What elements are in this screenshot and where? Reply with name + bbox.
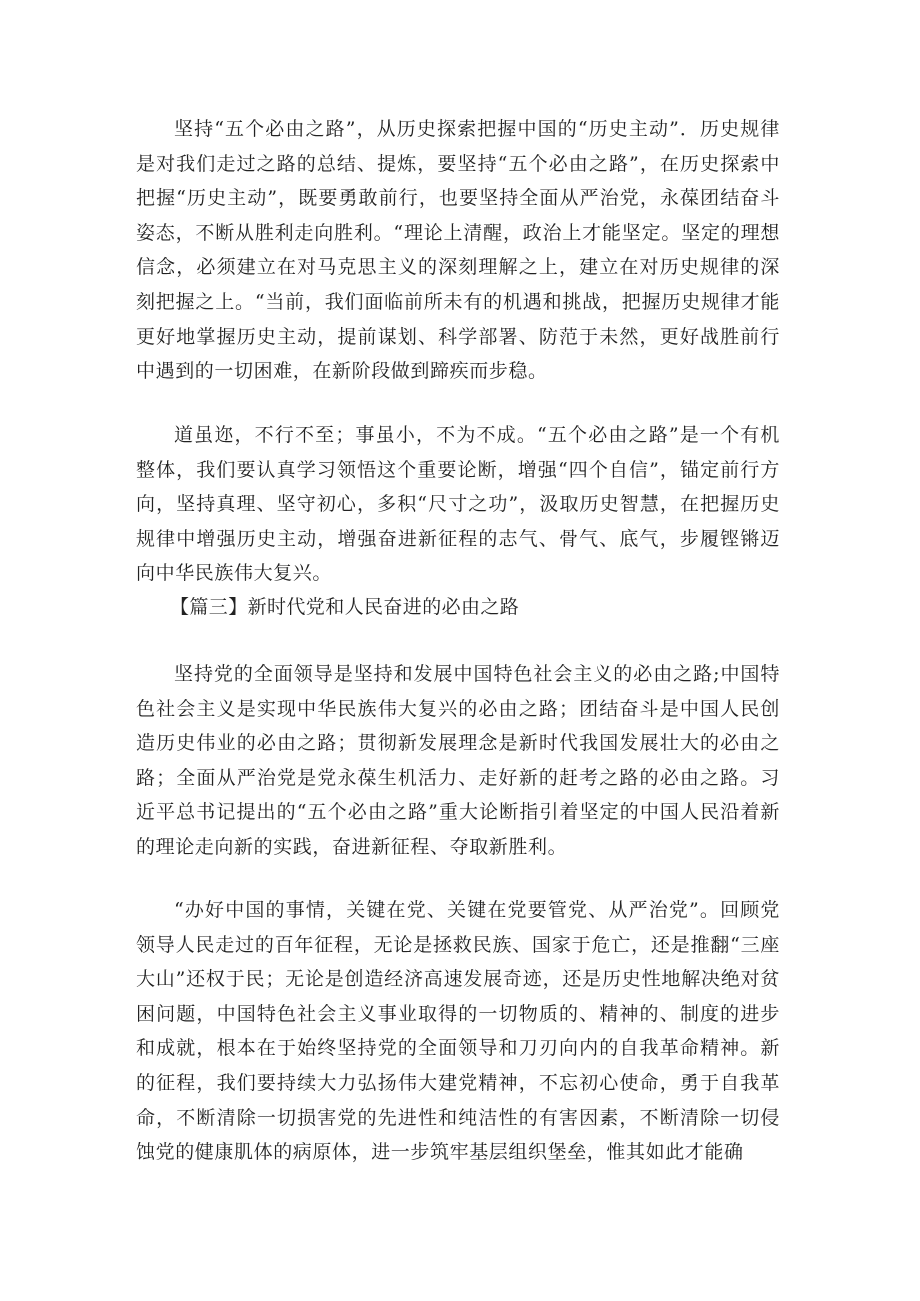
section-heading: 【篇三】新时代党和人民奋进的必由之路 [170, 596, 520, 618]
paragraph-history-initiative: 坚持“五个必由之路”，从历史探索把握中国的“历史主动”．历史规律是对我们走过之路的总结、提炼，要坚持“五个必由之路”，在历史探索中把握“历史主动”，既要勇敢前行，也要坚持全面从严治党，永葆团结奋斗姿态，不断从胜利走向胜利。“理论上清醒，政治上才能坚定。坚定的理想信念，必须建立在对马克思主义的深刻理解之上，建立在对历史规律的深刻把握之上。“当前，我们面临前所未有的机遇和挑战，把握历史规律才能更好地掌握历史主动，提前谋划、科学部署、防范于未然，更好战胜前行中遇到的一切困难，在新阶段做到蹄疾而步稳。 [136, 118, 780, 383]
paragraph-five-paths: 坚持党的全面领导是坚持和发展中国特色社会主义的必由之路;中国特色社会主义是实现中华民族伟大复兴的必由之路；团结奋斗是中国人民创造历史伟业的必由之路；贯彻新发展理念是新时代我国发展壮大的必由之路；全面从严治党是党永葆生机活力、走好新的赶考之路的必由之路。习近平总书记提出的“五个必由之路”重大论断指引着坚定的中国人民沿着新的理论走向新的实践，奋进新征程、夺取新胜利。 [136, 663, 780, 858]
paragraph-road-ahead: 道虽迩，不行不至；事虽小，不为不成。“五个必由之路”是一个有机整体，我们要认真学习领悟这个重要论断，增强“四个自信”，锚定前行方向，坚持真理、坚守初心，多积“尺寸之功”，汲取历史智慧，在把握历史规律中增强历史主动，增强奋进新征程的志气、骨气、底气，步履铿锵迈向中华民族伟大复兴。 [136, 424, 780, 585]
paragraph-party-governance: “办好中国的事情，关键在党、关键在党要管党、从严治党”。回顾党领导人民走过的百年征程，无论是拯救民族、国家于危亡，还是推翻“三座大山”还权于民；无论是创造经济高速发展奇迹，还是历史性地解决绝对贫困问题，中国特色社会主义事业取得的一切物质的、精神的、制度的进步和成就，根本在于始终坚持党的全面领导和刀刃向内的自我革命精神。新的征程，我们要持续大力弘扬伟大建党精神，不忘初心使命，勇于自我革命，不断清除一切损害党的先进性和纯洁性的有害因素，不断清除一切侵蚀党的健康肌体的病原体，进一步筑牢基层组织堡垒，惟其如此才能确 [136, 899, 780, 1164]
